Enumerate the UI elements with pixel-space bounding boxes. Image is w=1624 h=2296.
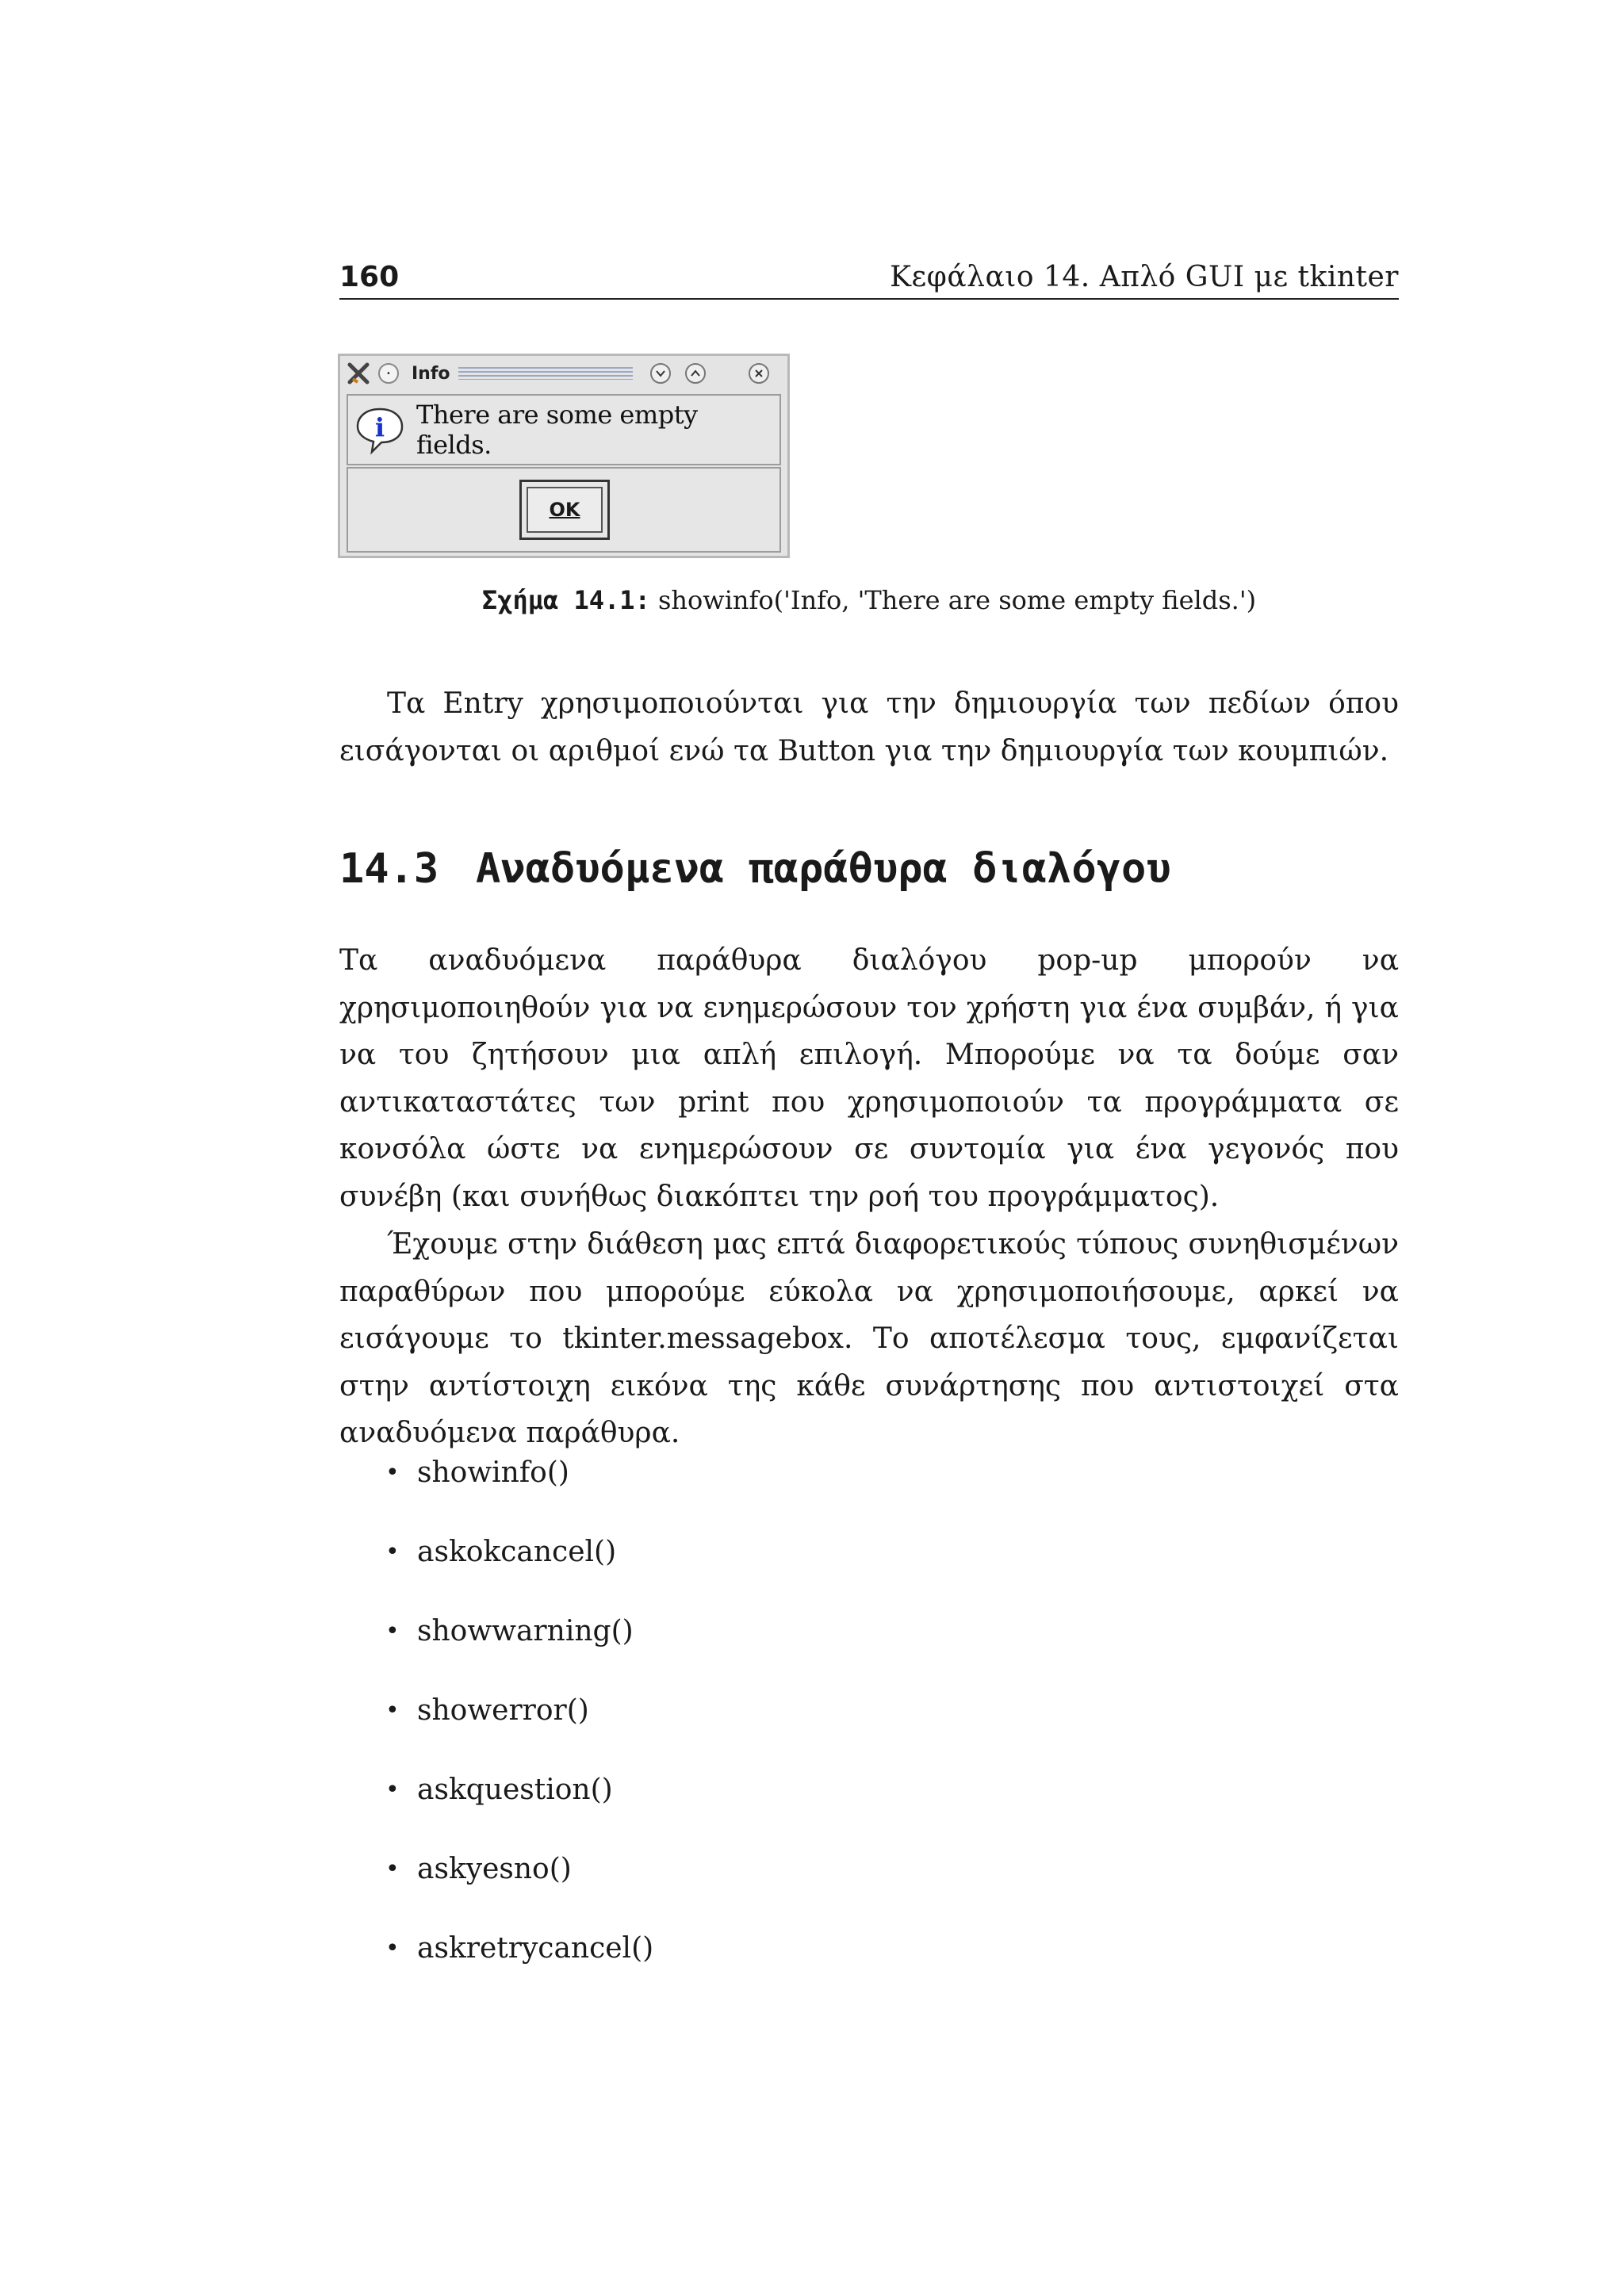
dialog-title: Info [412,363,450,384]
menu-dot-icon[interactable]: • [378,363,399,384]
list-item: • askyesno() [385,1850,653,1930]
function-name: showwarning() [417,1615,634,1647]
caption-label: Σχήμα 14.1: [481,585,650,615]
section-heading [339,845,1399,893]
list-item: • askretrycancel() [385,1930,653,2009]
function-name: askquestion() [417,1774,613,1806]
dialog-message: There are some empty fields. [416,400,698,460]
function-name: askokcancel() [417,1536,617,1568]
dialog-button-panel [347,467,781,553]
list-item: • showwarning() [385,1613,653,1692]
list-item: • showinfo() [385,1454,653,1533]
dialog-titlebar [343,359,784,388]
caption-text: showinfo('Info, 'There are some empty fields.') [649,585,1257,615]
function-name: askyesno() [417,1853,572,1885]
info-dialog-screenshot [338,354,790,558]
function-list [385,1454,653,2009]
paragraph-messagebox: Έχουμε στην διάθεση μας επτά διαφορετικούς τύπους συνηθισμένων παραθύρων που μπορούμε εύκολα να χρησιμοποιήσουμε, αρκεί να εισάγουμε το tkinter.messagebox. Το αποτέλεσμα τους, εμφανίζεται στην αντίστοιχη εικόνα της κάθε συνάρτησης που αντιστοιχεί στα αναδυόμενα παράθυρα. [339,1228,1399,1449]
x-app-icon [347,362,370,385]
list-item: • askokcancel() [385,1533,653,1613]
ok-button-label: OK [527,487,603,533]
minimize-icon[interactable] [650,363,671,384]
section-number: 14.3 [339,845,439,893]
dialog-message-panel [347,394,781,465]
ok-button[interactable] [519,480,610,540]
svg-text:i: i [374,412,385,442]
function-name: showinfo() [417,1456,569,1489]
paragraph-popups: Τα αναδυόμενα παράθυρα διαλόγου pop-up μπορούν να χρησιμοποιηθούν για να ενημερώσουν τον χρήστη για ένα συμβάν, ή για να του ζητήσουν μια απλή επιλογή. Μπορούμε να τα δούμε σαν αντικαταστάτες των print που χρησιμοποιούν τα προγράμματα σε κονσόλα ώστε να ενημερώσουν σε συντομία για ένα γεγονός που συνέβη (και συνήθως διακόπτει την ροή του προγράμματος). [339,944,1399,1213]
function-name: showerror() [417,1694,589,1727]
titlebar-grip [458,367,633,380]
info-icon [354,404,405,455]
page-number: 160 [339,261,400,293]
close-icon[interactable] [749,363,769,384]
list-item: • askquestion() [385,1771,653,1850]
figure-caption [339,585,1399,615]
page-header [339,255,1399,300]
list-item: • showerror() [385,1692,653,1771]
function-name: askretrycancel() [417,1932,654,1965]
section-title: Αναδυόμενα παράθυρα διαλόγου [476,845,1171,893]
paragraph-entry: Τα Entry χρησιμοποιούνται για την δημιουργία των πεδίων όπου εισάγονται οι αριθμοί ενώ τα Button για την δημιουργία των κουμπιών. [339,687,1399,767]
running-head: Κεφάλαιο 14. Απλό GUI με tkinter [890,261,1399,293]
maximize-icon[interactable] [685,363,706,384]
